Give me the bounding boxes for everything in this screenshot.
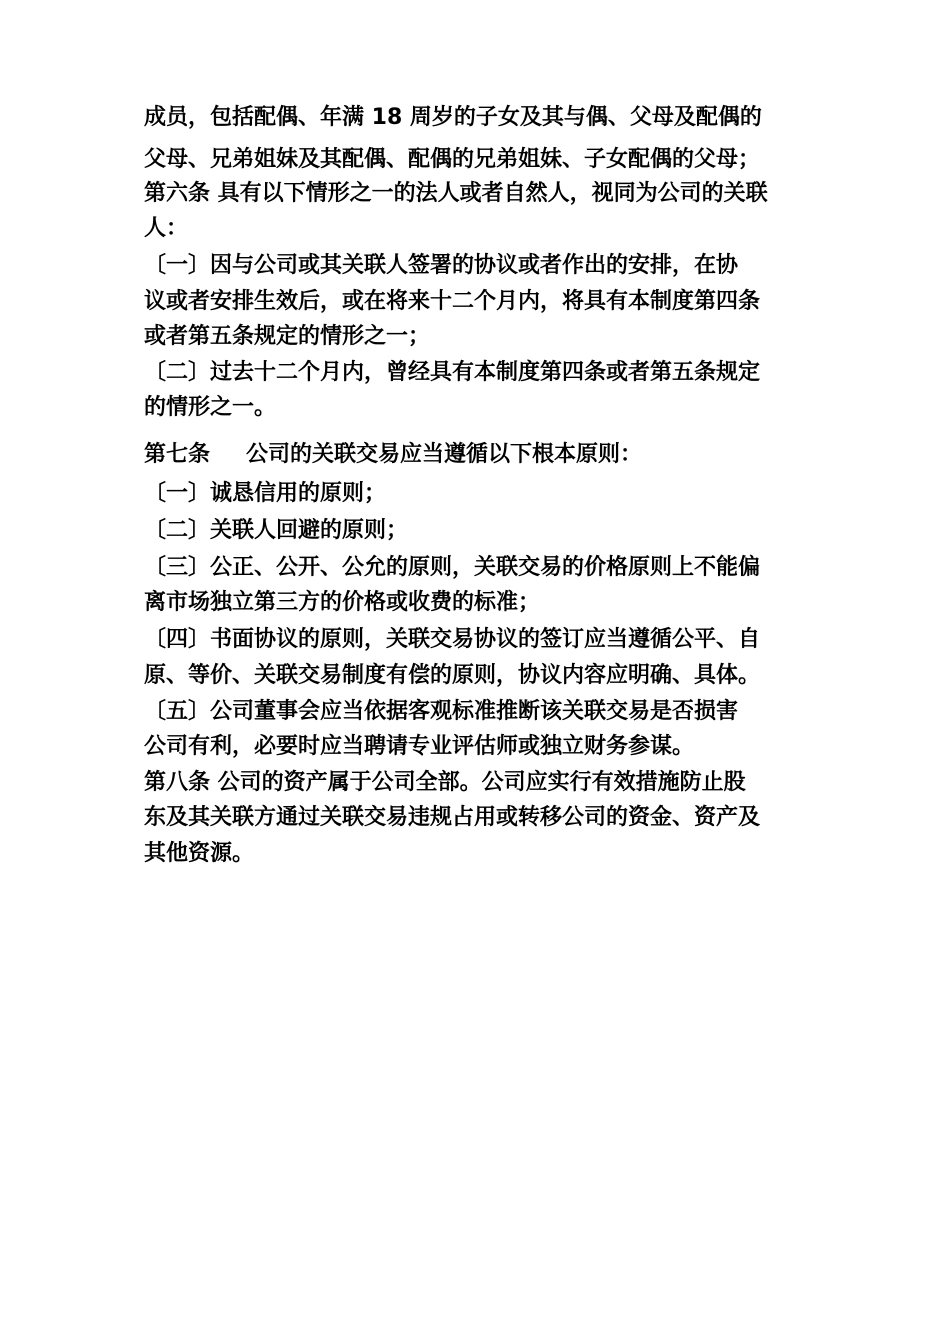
text-line: 离市场独立第三方的价格或收费的标准； (144, 590, 541, 615)
text-line: 或者第五条规定的情形之一； (144, 324, 431, 349)
text-line: 父母、兄弟姐妹及其配偶、配偶的兄弟姐妹、子女配偶的父母； (144, 147, 761, 172)
text-line: 〔四〕书面协议的原则，关联交易协议的签订应当遵循公平、自 (144, 627, 761, 652)
text-line: 〔五〕公司董事会应当依据客观标准推断该关联交易是否损害 (144, 699, 739, 724)
text-line: 成员，包括配偶、年满 18 周岁的子女及其与偶、父母及配偶的 (144, 105, 762, 130)
article-seven-text: 公司的关联交易应当遵循以下根本原则： (246, 442, 643, 467)
text-line: 〔二〕关联人回避的原则； (144, 518, 409, 543)
text-line: 〔三〕公正、公开、公允的原则，关联交易的价格原则上不能偏 (144, 555, 761, 580)
text-line: 〔一〕诚恳信用的原则； (144, 481, 387, 506)
text-line: 东及其关联方通过关联交易违规占用或转移公司的资金、资产及 (144, 805, 761, 830)
text-line: 公司有利，必要时应当聘请专业评估师或独立财务参谋。 (144, 734, 695, 759)
text-line: 的情形之一。 (144, 395, 277, 420)
article-seven-label: 第七条 (144, 442, 211, 467)
text-line: 其他资源。 (144, 841, 255, 866)
text-line: 议或者安排生效后，或在将来十二个月内，将具有本制度第四条 (144, 289, 761, 314)
text-line: 〔二〕过去十二个月内，曾经具有本制度第四条或者第五条规定 (144, 360, 761, 385)
text-line: 第六条 具有以下情形之一的法人或者自然人，视同为公司的关联 (144, 181, 768, 206)
text-line: 第八条 公司的资产属于公司全部。公司应实行有效措施防止股 (144, 770, 746, 795)
text-line: 〔一〕因与公司或其关联人签署的协议或者作出的安排，在协 (144, 253, 739, 278)
article-heading-line (144, 442, 642, 468)
text-line: 原、等价、关联交易制度有偿的原则，协议内容应明确、具体。 (144, 663, 761, 688)
text-line: 人： (144, 216, 189, 241)
